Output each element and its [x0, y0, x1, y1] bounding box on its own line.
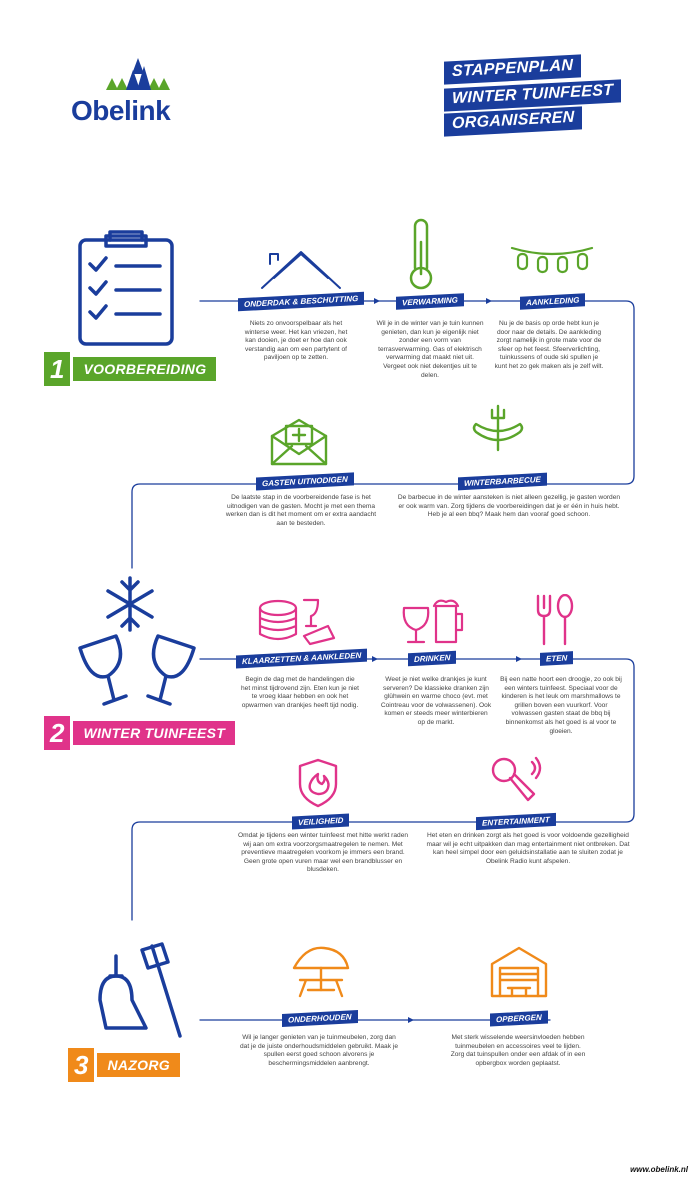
envelope-snowflake-icon — [268, 418, 330, 468]
phase-1-number: 1 — [44, 352, 70, 386]
step-label-entertainment: ENTERTAINMENT — [476, 813, 556, 830]
step-label-klaarzetten: KLAARZETTEN & AANKLEDEN — [236, 649, 367, 669]
fork-spoon-icon — [534, 594, 576, 646]
parasol-table-icon — [290, 944, 352, 1000]
step-text-drinken: Weet je niet welke drankjes je kunt serveren? De klassieke dranken zijn glühwein en warme choco (evt. met Cointreau voor de volwassenen). Ook komen er steeds meer winterbieren op de markt. — [380, 676, 492, 726]
step-label-aankleding: AANKLEDING — [520, 293, 585, 309]
step-text-klaarzetten: Begin de dag met de handelingen die het minst tijdrovend zijn. Eten kun je niet te vroeg klaar hebben en ook het opwarmen van drankjes heeft tijd nodig. — [240, 676, 360, 709]
microphone-icon — [488, 756, 544, 806]
phase-1-banner — [44, 352, 216, 386]
website-link[interactable]: www.obelink.nl — [630, 1165, 688, 1174]
sausage-fork-icon — [470, 404, 526, 456]
step-label-opbergen: OPBERGEN — [490, 1010, 548, 1026]
house-roof-icon — [258, 244, 344, 294]
step-text-opbergen: Met sterk wisselende weersinvloeden hebben tuinmeubelen en accessoires veel te lijden. Zorg dat tuinspullen onder een afdak of in een opbergbox worden geplaatst. — [450, 1034, 586, 1067]
step-text-aankleding: Nu je de basis op orde hebt kun je door naar de details. De aankleding zorgt namelijk in grote mate voor de sfeer op het feest. Sfeerverlichting, tuinkussens of oude ski spullen je kunt het zo gek maken als je zelf wilt. — [494, 320, 604, 370]
obelink-logo-mark — [104, 56, 174, 92]
step-label-onderhouden: ONDERHOUDEN — [282, 1010, 358, 1027]
step-label-drinken: DRINKEN — [408, 651, 456, 667]
thermometer-icon — [404, 216, 438, 292]
step-text-onderhouden: Wil je langer genieten van je tuinmeubelen, zorg dan dat je de juiste onderhoudsmiddelen gebruikt. Maak je spullen eerst goed schoon alvorens je beschermingsmiddelen aanbrengt. — [240, 1034, 398, 1067]
step-text-onderdak: Niets zo onvoorspelbaar als het winterse weer. Het kan vriezen, het kan dooien, je doet er hoe dan ook verstandig aan om een partytent of paviljoen op te zetten. — [244, 320, 348, 362]
step-text-veiligheid: Omdat je tijdens een winter tuinfeest met hitte werkt raden wij aan om extra voorzorgsmaatregelen te nemen. Met preventieve maatregelen voorkom je immers een brand. Geen grote open vuren maar wel een brandblusser en blusdeken. — [237, 832, 409, 874]
step-label-verwarming: VERWARMING — [396, 293, 464, 310]
step-text-eten: Bij een natte hoort een droogje, zo ook bij een winters tuinfeest. Speciaal voor de kinderen is het leuk om marshmallows te grillen boven een vuurkorf. Voor volwassen gasten staat de bbq bij binnenkomst als het goed is al voor te gloeien. — [500, 676, 622, 735]
step-text-gasten: De laatste stap in de voorbereidende fase is het uitnodigen van de gasten. Mocht je met een thema werken dan is dit het moment om er extra aandacht aan te besteden. — [225, 494, 377, 527]
step-label-veiligheid: VEILIGHEID — [292, 813, 349, 829]
phase-2-banner — [44, 716, 235, 750]
cheers-glasses-icon — [72, 618, 202, 710]
phase-3-banner — [68, 1048, 180, 1082]
fire-shield-icon — [296, 758, 340, 808]
step-text-entertainment: Het eten en drinken zorgt als het goed is voor voldoende gezelligheid maar wil je echt uitpakken dan mag entertainment niet ontbreken. Dat kan heel simpel door een geluidsinstallatie aan te sluiten zodat je Obelink Radio kunt afspelen. — [426, 832, 630, 865]
string-lights-icon — [510, 240, 594, 276]
step-label-winterbarbecue: WINTERBARBECUE — [458, 473, 547, 491]
storage-shed-icon — [488, 944, 550, 1000]
brand-name[interactable]: Obelink — [71, 95, 171, 126]
step-text-winterbarbecue: De barbecue in de winter aansteken is niet alleen gezellig, je gasten worden er ook warm van. Zorg tijdens de voorbereidingen dat je er één in huis hebt. Heb je al een bbq? Maak hem dan vooraf goed schoon. — [397, 494, 621, 519]
dustpan-brush-icon — [96, 940, 190, 1044]
wine-beer-icon — [400, 598, 466, 646]
page-title — [444, 58, 630, 136]
phase-1-label: VOORBEREIDING — [73, 357, 216, 381]
phase-2-number: 2 — [44, 716, 70, 750]
step-text-verwarming: Wil je in de winter van je tuin kunnen genieten, dan kun je eigenlijk niet zonder een vorm van terrasverwarming. Gas of elektrisch verwarming dat maakt niet uit. Vergeet ook niet dekentjes uit te delen. — [376, 320, 484, 379]
step-label-onderdak: ONDERDAK & BESCHUTTING — [238, 292, 364, 312]
step-label-eten: ETEN — [540, 651, 573, 666]
title-line-3: ORGANISEREN — [444, 106, 582, 136]
phase-2-label: WINTER TUINFEEST — [73, 721, 235, 745]
clipboard-icon — [76, 226, 176, 348]
title-line-2: WINTER TUINFEEST — [444, 79, 621, 111]
plates-glass-icon — [256, 596, 336, 646]
title-line-1: STAPPENPLAN — [444, 54, 581, 84]
phase-3-number: 3 — [68, 1048, 94, 1082]
step-label-gasten: GASTEN UITNODIGEN — [256, 472, 354, 490]
phase-3-label: NAZORG — [97, 1053, 179, 1077]
